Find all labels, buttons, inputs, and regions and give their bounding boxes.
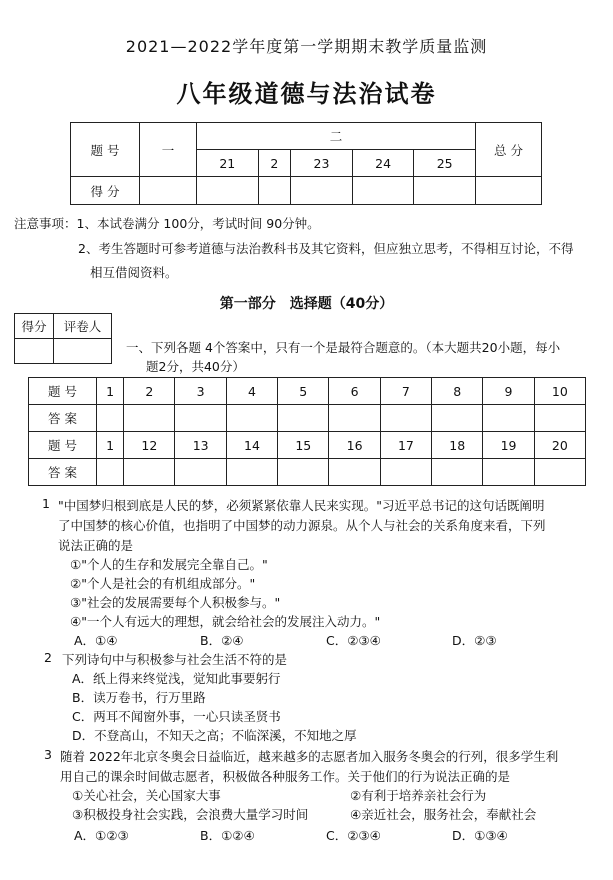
- answer-cell[interactable]: [278, 405, 329, 432]
- q1-choice-d[interactable]: D．②③: [452, 633, 497, 648]
- q3-choice-d[interactable]: D．①③④: [452, 828, 508, 843]
- notes-line-3: 相互借阅资料。: [90, 265, 178, 280]
- notes-line-2: 2、考生答题时可参考道德与法治教科书及其它资料，但应独立思考，不得相互讨论，不得: [78, 241, 574, 256]
- q2-choice-b[interactable]: B．读万卷书，行万里路: [72, 690, 206, 705]
- q1-option: ②"个人是社会的有机组成部分。": [70, 576, 256, 591]
- answer-cell[interactable]: [226, 459, 277, 486]
- score-col-total: 总 分: [476, 123, 542, 177]
- instruction-line-1: 一、下列各题 4个答案中，只有一个是最符合题意的。（本大题共20小题，每小: [126, 340, 561, 355]
- notes-line-1: 注意事项：1、本试卷满分 100分，考试时间 90分钟。: [14, 216, 320, 231]
- grid-qnum: 15: [278, 432, 329, 459]
- q1-number: 1: [42, 496, 50, 511]
- score-cell[interactable]: [291, 177, 353, 205]
- grid-label-tihao: 题 号: [29, 432, 97, 459]
- answer-cell[interactable]: [483, 459, 534, 486]
- instruction-line-2: 题2分，共40分）: [146, 359, 245, 374]
- answer-cell[interactable]: [380, 459, 431, 486]
- answer-cell[interactable]: [124, 459, 175, 486]
- grid-qnum: 9: [483, 378, 534, 405]
- grid-qnum: 20: [534, 432, 585, 459]
- subject-title: 八年级道德与法治试卷: [176, 80, 437, 108]
- q3-option: ③积极投身社会实践，会浪费大量学习时间: [72, 807, 309, 822]
- section-title: 第一部分 选择题（40分）: [219, 296, 394, 312]
- answer-cell[interactable]: [226, 405, 277, 432]
- q3-choice-a[interactable]: A．①②③: [74, 828, 129, 843]
- answer-cell[interactable]: [534, 405, 585, 432]
- grid-qnum: 6: [329, 378, 380, 405]
- q1-option: ④"一个人有远大的理想，就会给社会的发展注入动力。": [70, 614, 381, 629]
- score-label-tihao: 题 号: [71, 123, 140, 177]
- q3-option: ④亲近社会，服务社会，奉献社会: [350, 807, 537, 822]
- grader-box: [14, 313, 112, 364]
- answer-cell[interactable]: [97, 459, 124, 486]
- answer-cell[interactable]: [432, 405, 483, 432]
- grid-qnum: 2: [124, 378, 175, 405]
- answer-cell[interactable]: [175, 459, 226, 486]
- grid-qnum: 1: [97, 432, 124, 459]
- q1-choice-c[interactable]: C．②③④: [326, 633, 381, 648]
- answer-cell[interactable]: [380, 405, 431, 432]
- q2-choice-d[interactable]: D．不登高山，不知天之高；不临深溪，不知地之厚: [72, 728, 357, 743]
- grid-qnum: 16: [329, 432, 380, 459]
- grid-qnum: 8: [432, 378, 483, 405]
- q1-choice-a[interactable]: A．①④: [74, 633, 118, 648]
- grid-qnum: 10: [534, 378, 585, 405]
- grid-qnum: 4: [226, 378, 277, 405]
- grid-qnum: 7: [380, 378, 431, 405]
- score-cell[interactable]: [352, 177, 414, 205]
- q3-choice-b[interactable]: B．①②④: [200, 828, 255, 843]
- q3-number: 3: [44, 747, 52, 762]
- q1-option: ①"个人的生存和发展完全靠自己。": [70, 557, 268, 572]
- q2-stem: 下列诗句中与积极参与社会生活不符的是: [62, 652, 288, 667]
- q3-option: ①关心社会，关心国家大事: [72, 788, 221, 803]
- score-subcol: 25: [414, 150, 476, 177]
- grader-label-defen: 得分: [15, 314, 54, 339]
- answer-cell[interactable]: [534, 459, 585, 486]
- grader-label-pingjuan: 评卷人: [54, 314, 112, 339]
- answer-cell[interactable]: [432, 459, 483, 486]
- q2-choice-c[interactable]: C．两耳不闻窗外事，一心只读圣贤书: [72, 709, 281, 724]
- grid-qnum: 19: [483, 432, 534, 459]
- score-subcol: 24: [352, 150, 414, 177]
- grid-qnum: 13: [175, 432, 226, 459]
- answer-cell[interactable]: [278, 459, 329, 486]
- score-cell[interactable]: [140, 177, 197, 205]
- answer-cell[interactable]: [175, 405, 226, 432]
- q3-stem-line-2: 用自己的课余时间做志愿者，积极做各种服务工作。关于他们的行为说法正确的是: [60, 769, 511, 784]
- answer-cell[interactable]: [329, 405, 380, 432]
- grid-qnum: 3: [175, 378, 226, 405]
- q1-stem-line-1: "中国梦归根到底是人民的梦，必须紧紧依靠人民来实现。"习近平总书记的这句话既阐明: [58, 498, 545, 513]
- score-label-defen: 得 分: [71, 177, 140, 205]
- score-cell[interactable]: [197, 177, 259, 205]
- score-col-one: 一: [140, 123, 197, 177]
- score-table: [70, 122, 542, 205]
- answer-cell[interactable]: [124, 405, 175, 432]
- score-cell[interactable]: [414, 177, 476, 205]
- grid-label-tihao: 题 号: [29, 378, 97, 405]
- grader-cell[interactable]: [54, 339, 112, 364]
- q3-option: ②有利于培养亲社会行为: [350, 788, 487, 803]
- grid-qnum: 18: [432, 432, 483, 459]
- q1-option: ③"社会的发展需要每个人积极参与。": [70, 595, 281, 610]
- answer-cell[interactable]: [97, 405, 124, 432]
- q2-number: 2: [44, 650, 52, 665]
- grid-label-daan: 答 案: [29, 405, 97, 432]
- answer-cell[interactable]: [483, 405, 534, 432]
- grid-qnum: 5: [278, 378, 329, 405]
- answer-grid: [28, 377, 586, 486]
- answer-cell[interactable]: [329, 459, 380, 486]
- q3-choice-c[interactable]: C．②③④: [326, 828, 381, 843]
- score-subcol: 2: [258, 150, 291, 177]
- q1-stem-line-2: 了中国梦的核心价值，也指明了中国梦的动力源泉。从个人与社会的关系角度来看，下列: [58, 518, 546, 533]
- exam-title: 2021—2022学年度第一学期期末教学质量监测: [125, 37, 488, 56]
- score-cell[interactable]: [258, 177, 291, 205]
- score-subcol: 21: [197, 150, 259, 177]
- score-col-two: 二: [197, 123, 476, 150]
- grader-cell[interactable]: [15, 339, 54, 364]
- score-subcol: 23: [291, 150, 353, 177]
- q1-stem-line-3: 说法正确的是: [58, 538, 134, 553]
- grid-qnum: 14: [226, 432, 277, 459]
- q3-stem-line-1: 随着 2022年北京冬奥会日益临近，越来越多的志愿者加入服务冬奥会的行列，很多学生利: [60, 749, 559, 764]
- score-cell[interactable]: [476, 177, 542, 205]
- grid-label-daan: 答 案: [29, 459, 97, 486]
- q1-choice-b[interactable]: B．②④: [200, 633, 244, 648]
- grid-qnum: 17: [380, 432, 431, 459]
- grid-qnum: 1: [97, 378, 124, 405]
- q2-choice-a[interactable]: A．纸上得来终觉浅，觉知此事要躬行: [72, 671, 281, 686]
- grid-qnum: 12: [124, 432, 175, 459]
